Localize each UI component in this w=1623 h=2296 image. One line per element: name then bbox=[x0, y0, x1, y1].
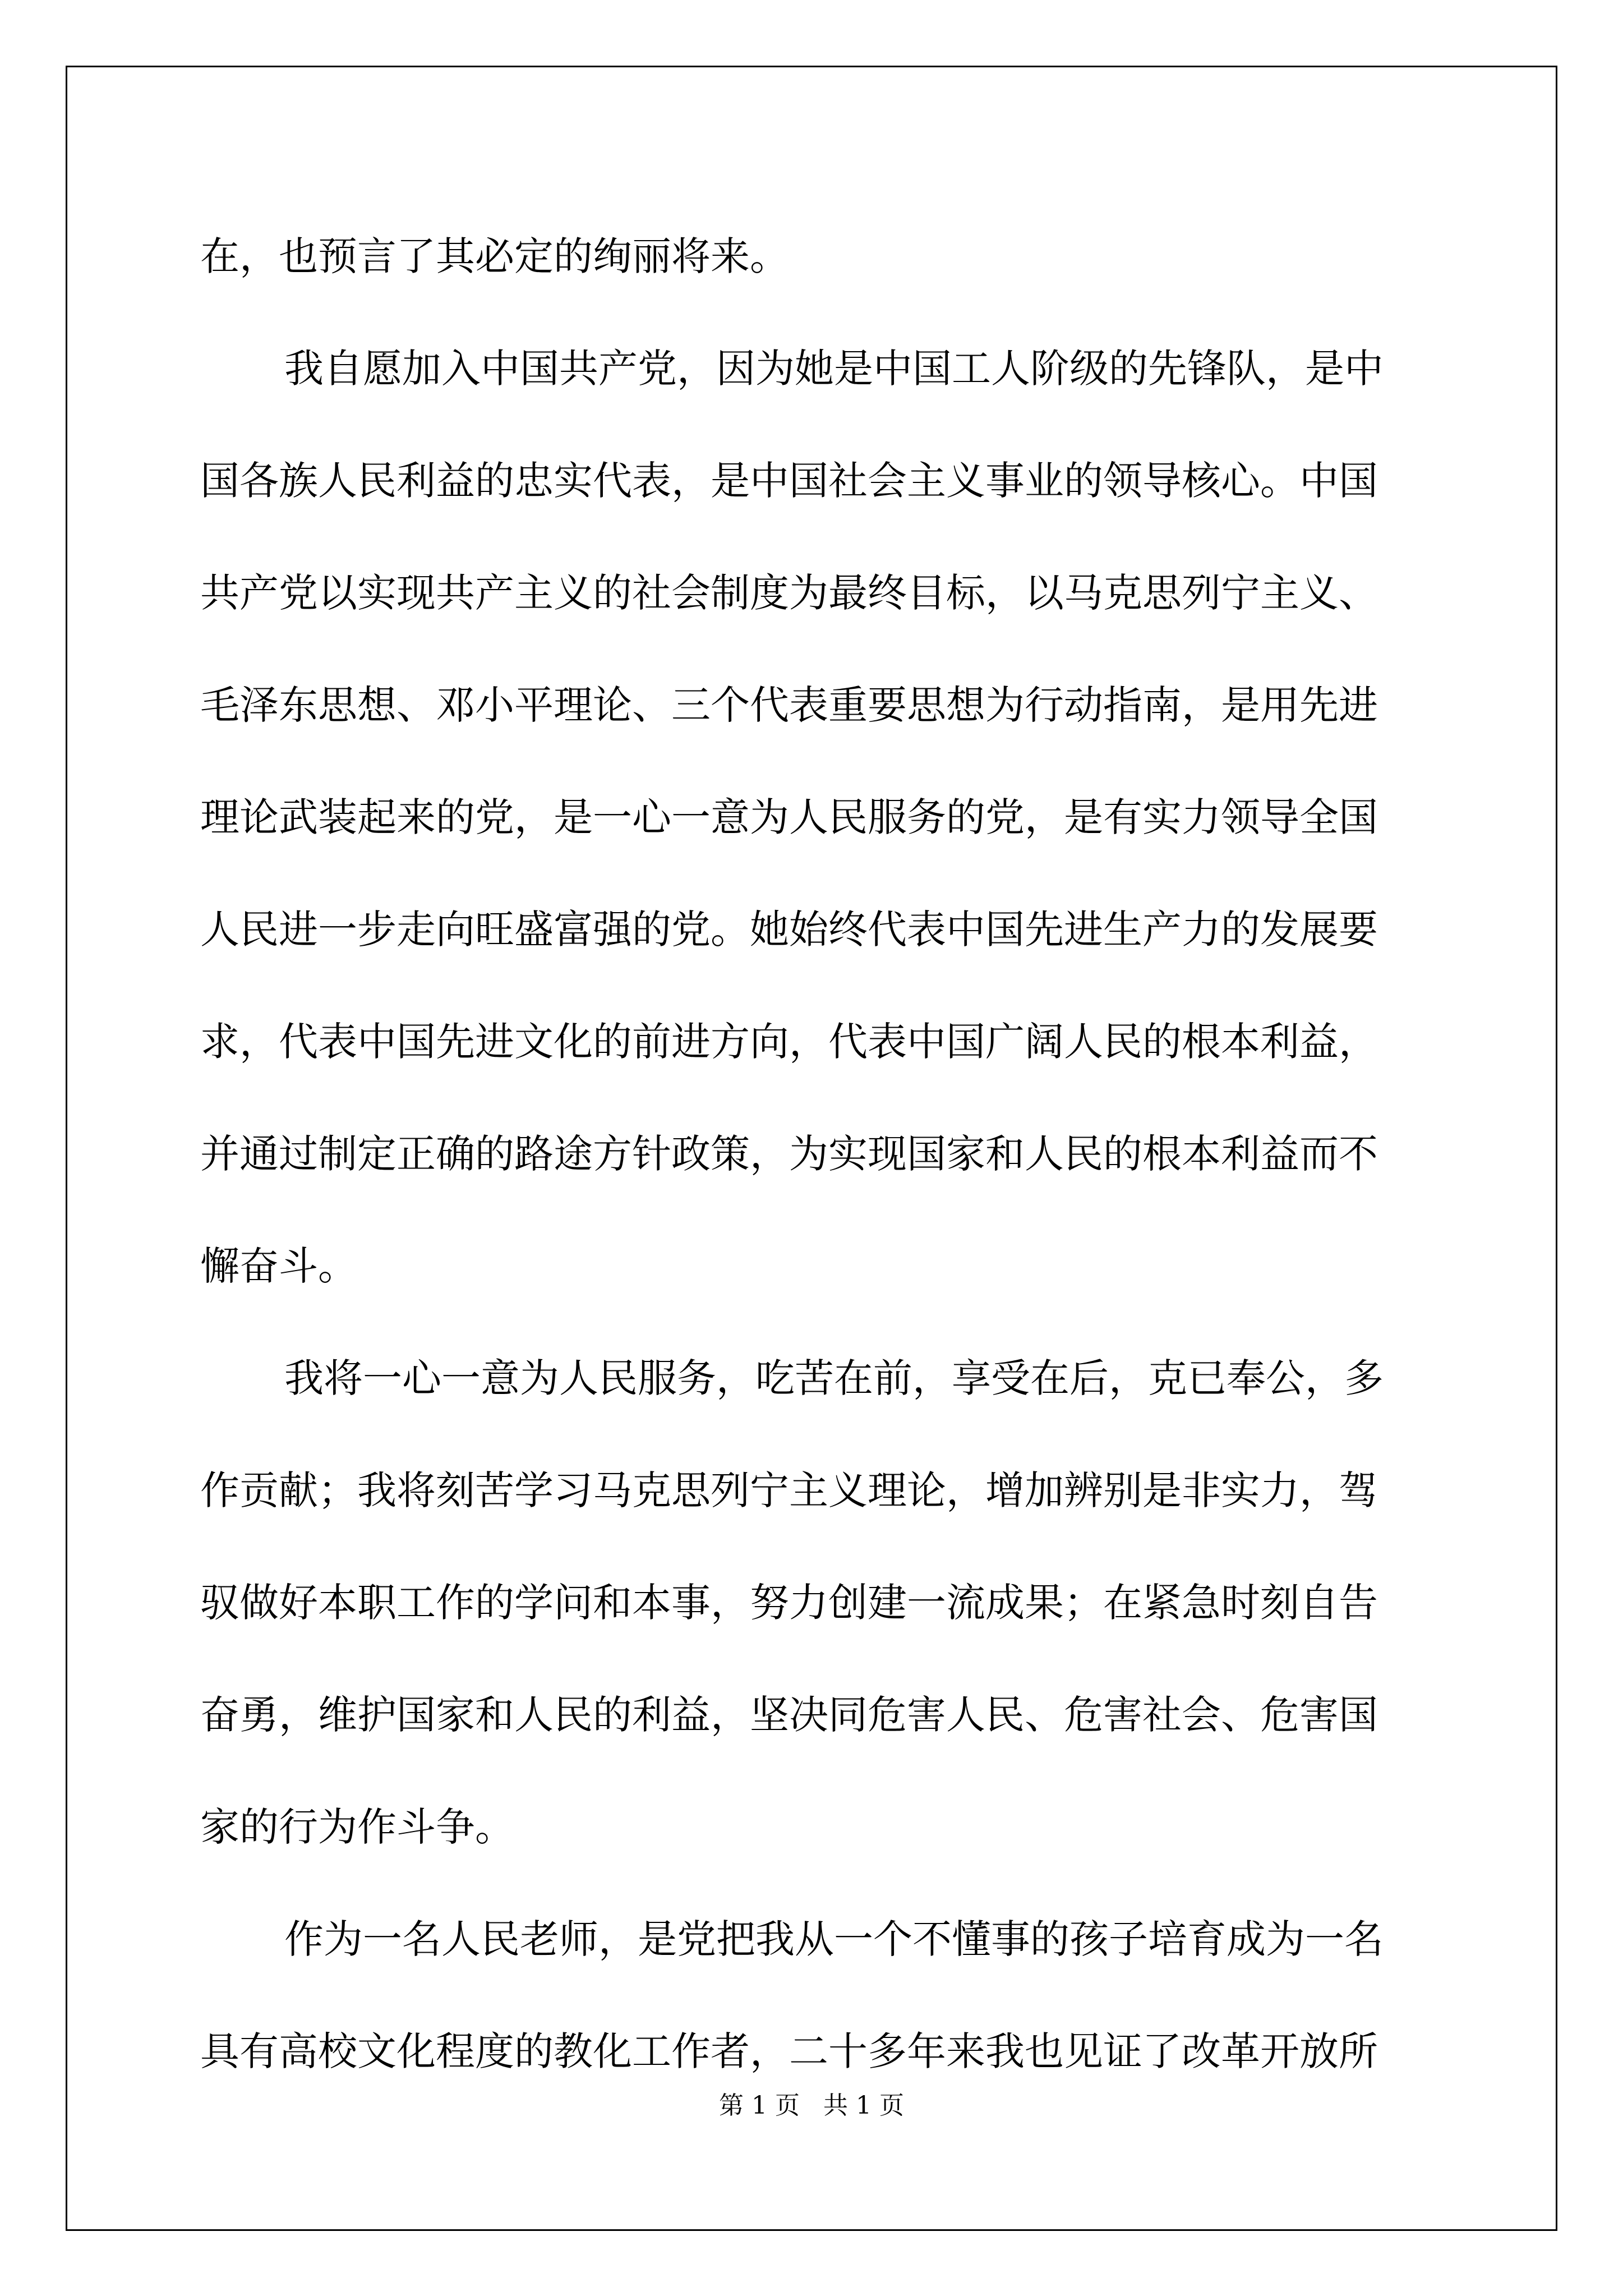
text-line: 家的行为作斗争。 bbox=[200, 1804, 514, 1850]
text-line: 驭做好本职工作的学问和本事，努力创建一流成果；在紧急时刻自告 bbox=[200, 1580, 1378, 1626]
text-line: 国各族人民利益的忠实代表，是中国社会主义事业的领导核心。中国 bbox=[200, 458, 1378, 504]
text-line: 在，也预言了其必定的绚丽将来。 bbox=[200, 233, 789, 279]
text-line: 我自愿加入中国共产党，因为她是中国工人阶级的先锋队，是中 bbox=[284, 346, 1384, 392]
text-line: 懈奋斗。 bbox=[200, 1243, 357, 1289]
text-line: 理论武装起来的党，是一心一意为人民服务的党，是有实力领导全国 bbox=[200, 794, 1378, 840]
page-number-footer: 第 1 页 共 1 页 bbox=[719, 2091, 904, 2120]
text-line: 毛泽东思想、邓小平理论、三个代表重要思想为行动指南，是用先进 bbox=[200, 682, 1378, 728]
text-line: 作为一名人民老师，是党把我从一个不懂事的孩子培育成为一名 bbox=[284, 1916, 1384, 1962]
text-line: 共产党以实现共产主义的社会制度为最终目标，以马克思列宁主义、 bbox=[200, 570, 1378, 616]
text-line: 奋勇，维护国家和人民的利益，坚决同危害人民、危害社会、危害国 bbox=[200, 1692, 1378, 1738]
text-line: 并通过制定正确的路途方针政策，为实现国家和人民的根本利益而不 bbox=[200, 1131, 1378, 1177]
text-line: 人民进一步走向旺盛富强的党。她始终代表中国先进生产力的发展要 bbox=[200, 907, 1378, 953]
text-line: 具有高校文化程度的教化工作者，二十多年来我也见证了改革开放所 bbox=[200, 2028, 1378, 2074]
text-line: 我将一心一意为人民服务，吃苦在前，享受在后，克已奉公，多 bbox=[284, 1355, 1384, 1401]
text-line: 作贡献；我将刻苦学习马克思列宁主义理论，增加辨别是非实力，驾 bbox=[200, 1467, 1378, 1513]
text-line: 求，代表中国先进文化的前进方向，代表中国广阔人民的根本利益， bbox=[200, 1019, 1378, 1065]
document-body bbox=[200, 200, 1434, 2108]
